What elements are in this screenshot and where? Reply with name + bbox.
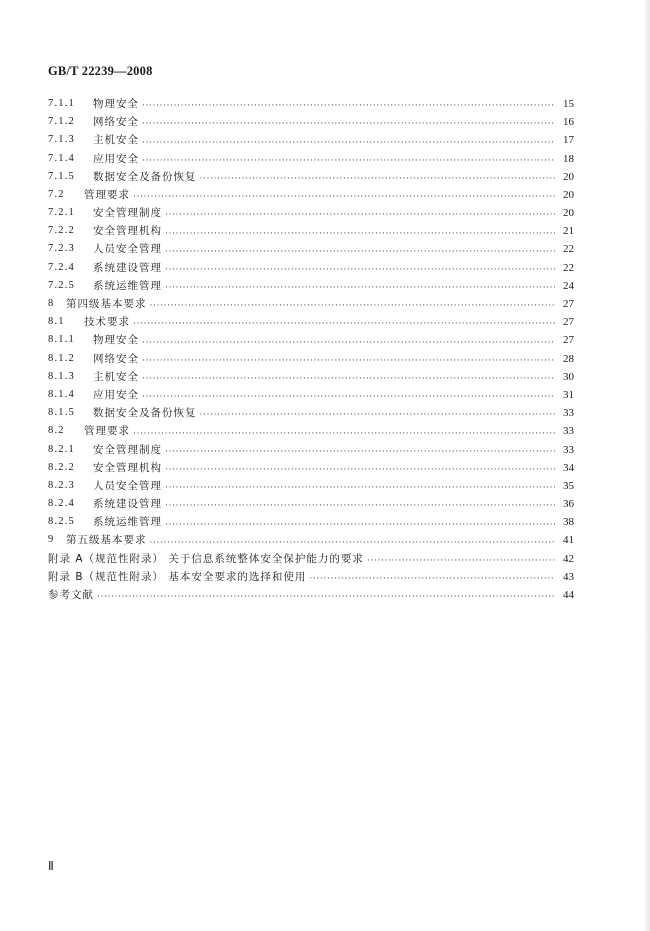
toc-entry-title: 人员安全管理 [93,479,162,492]
toc-entry[interactable] [48,422,574,440]
toc-entry-page: 18 [563,152,574,165]
toc-entry[interactable] [48,350,574,368]
toc-entry-title: 主机安全 [93,370,139,383]
toc-entry[interactable] [48,441,574,459]
toc-entry-title: 管理要求 [84,188,130,201]
toc-leader-dots [165,461,555,477]
toc-entry[interactable] [48,259,574,277]
toc-leader-dots [142,388,555,404]
toc-entry-page: 35 [563,479,574,492]
toc-leader-dots [165,261,555,277]
toc-entry-title: 系统运维管理 [93,279,162,292]
toc-entry-page: 33 [563,407,574,420]
toc-entry[interactable] [48,532,574,550]
toc-entry-title: 安全管理机构 [93,225,162,238]
toc-entry[interactable] [48,495,574,513]
toc-leader-dots [150,297,556,313]
toc-entry-number: 8.1.2 [48,352,75,364]
toc-entry-page: 20 [563,207,574,220]
toc-entry-title: 参考文献 [48,589,94,602]
toc-entry-number: 7.2.5 [48,279,75,291]
toc-entry[interactable] [48,241,574,259]
toc-leader-dots [200,170,556,186]
toc-entry-number: 7.2.2 [48,225,75,237]
toc-entry-title: 系统运维管理 [93,516,162,529]
toc-leader-dots [165,516,555,532]
toc-entry-title: 附录 B（规范性附录） 基本安全要求的选择和使用 [48,570,307,583]
toc-entry-number: 7.1.3 [48,134,75,146]
toc-entry-page: 36 [563,498,574,511]
toc-entry-number: 7.2.1 [48,207,75,219]
toc-entry-title: 系统建设管理 [93,498,162,511]
toc-entry-page: 38 [563,516,574,529]
page-number: Ⅱ [48,859,54,873]
toc-entry-title: 附录 A（规范性附录） 关于信息系统整体安全保护能力的要求 [48,552,364,565]
toc-entry[interactable] [48,95,574,113]
toc-entry-page: 43 [563,570,574,583]
toc-leader-dots [367,552,555,568]
toc-entry-page: 33 [563,443,574,456]
toc-entry-number: 8.1.4 [48,388,75,400]
toc-entry-title: 网络安全 [93,352,139,365]
toc-entry[interactable] [48,313,574,331]
toc-entry-number: 9 [48,534,55,546]
table-of-contents [48,95,574,604]
toc-entry[interactable] [48,368,574,386]
toc-entry-number: 8.1 [48,316,65,328]
toc-leader-dots [97,588,555,604]
toc-entry-number: 8.2.5 [48,516,75,528]
toc-entry-page: 21 [563,225,574,238]
toc-entry-page: 27 [563,298,574,311]
toc-entry-number: 7.2.4 [48,261,75,273]
toc-leader-dots [200,406,556,422]
toc-entry-number: 7.1.2 [48,116,75,128]
toc-entry-title: 第五级基本要求 [66,534,147,547]
toc-entry-number: 8.1.3 [48,370,75,382]
toc-entry[interactable] [48,277,574,295]
toc-entry-number: 8.2.2 [48,461,75,473]
toc-entry-title: 应用安全 [93,388,139,401]
toc-entry-number: 7.2.3 [48,243,75,255]
toc-entry[interactable] [48,168,574,186]
toc-entry-title: 管理要求 [84,425,130,438]
toc-leader-dots [309,570,555,586]
toc-leader-dots [133,315,555,331]
toc-entry[interactable] [48,477,574,495]
toc-entry-title: 物理安全 [93,97,139,110]
toc-entry-title: 应用安全 [93,152,139,165]
toc-entry-page: 22 [563,261,574,274]
toc-entry[interactable] [48,186,574,204]
toc-entry[interactable] [48,131,574,149]
toc-leader-dots [142,152,555,168]
toc-entry-title: 安全管理机构 [93,461,162,474]
toc-entry-page: 44 [563,589,574,602]
page-edge-shadow [644,0,650,931]
toc-entry-page: 27 [563,334,574,347]
toc-leader-dots [142,134,555,150]
toc-entry-page: 16 [563,116,574,129]
toc-entry-title: 主机安全 [93,134,139,147]
toc-entry[interactable] [48,568,574,586]
toc-entry[interactable] [48,459,574,477]
toc-entry-page: 15 [563,97,574,110]
toc-entry-number: 7.1.4 [48,152,75,164]
toc-leader-dots [165,243,555,259]
toc-entry-number: 8.1.1 [48,334,75,346]
toc-entry-page: 34 [563,461,574,474]
toc-entry-page: 20 [563,188,574,201]
toc-leader-dots [165,225,555,241]
toc-leader-dots [142,370,555,386]
toc-entry-title: 技术要求 [84,316,130,329]
toc-entry[interactable] [48,150,574,168]
toc-entry-number: 7.1.1 [48,97,75,109]
toc-entry[interactable] [48,113,574,131]
toc-entry-number: 7.2 [48,188,65,200]
toc-entry[interactable] [48,404,574,422]
toc-entry-page: 31 [563,388,574,401]
toc-entry-page: 20 [563,170,574,183]
toc-entry-page: 33 [563,425,574,438]
toc-entry-page: 28 [563,352,574,365]
toc-entry-page: 42 [563,552,574,565]
toc-leader-dots [142,334,555,350]
toc-entry-title: 人员安全管理 [93,243,162,256]
toc-entry[interactable] [48,586,574,604]
toc-entry[interactable] [48,513,574,531]
toc-entry-title: 网络安全 [93,116,139,129]
toc-leader-dots [133,425,555,441]
toc-leader-dots [142,97,555,113]
toc-entry-title: 物理安全 [93,334,139,347]
toc-entry-page: 27 [563,316,574,329]
toc-entry-number: 8.2.4 [48,498,75,510]
standard-code-header: GB/T 22239—2008 [48,64,153,78]
toc-entry[interactable] [48,386,574,404]
toc-entry-number: 8 [48,298,55,310]
toc-entry-title: 系统建设管理 [93,261,162,274]
toc-entry[interactable] [48,222,574,240]
toc-entry-number: 8.2 [48,425,65,437]
toc-entry-page: 30 [563,370,574,383]
toc-entry[interactable] [48,295,574,313]
toc-leader-dots [165,206,555,222]
toc-entry-title: 第四级基本要求 [66,298,147,311]
toc-leader-dots [133,188,555,204]
toc-leader-dots [165,279,555,295]
toc-leader-dots [165,497,555,513]
toc-entry[interactable] [48,331,574,349]
toc-leader-dots [165,479,555,495]
toc-entry[interactable] [48,204,574,222]
toc-entry-title: 安全管理制度 [93,443,162,456]
toc-leader-dots [165,443,555,459]
toc-entry-title: 数据安全及备份恢复 [93,407,197,420]
toc-leader-dots [150,534,556,550]
toc-leader-dots [142,115,555,131]
toc-entry-page: 41 [563,534,574,547]
toc-entry-number: 8.2.1 [48,443,75,455]
toc-entry-number: 8.1.5 [48,407,75,419]
toc-entry-title: 安全管理制度 [93,207,162,220]
toc-entry-page: 22 [563,243,574,256]
toc-entry-number: 8.2.3 [48,479,75,491]
toc-entry-page: 17 [563,134,574,147]
toc-entry-page: 24 [563,279,574,292]
toc-entry-number: 7.1.5 [48,170,75,182]
toc-leader-dots [142,352,555,368]
toc-entry-title: 数据安全及备份恢复 [93,170,197,183]
toc-entry[interactable] [48,550,574,568]
